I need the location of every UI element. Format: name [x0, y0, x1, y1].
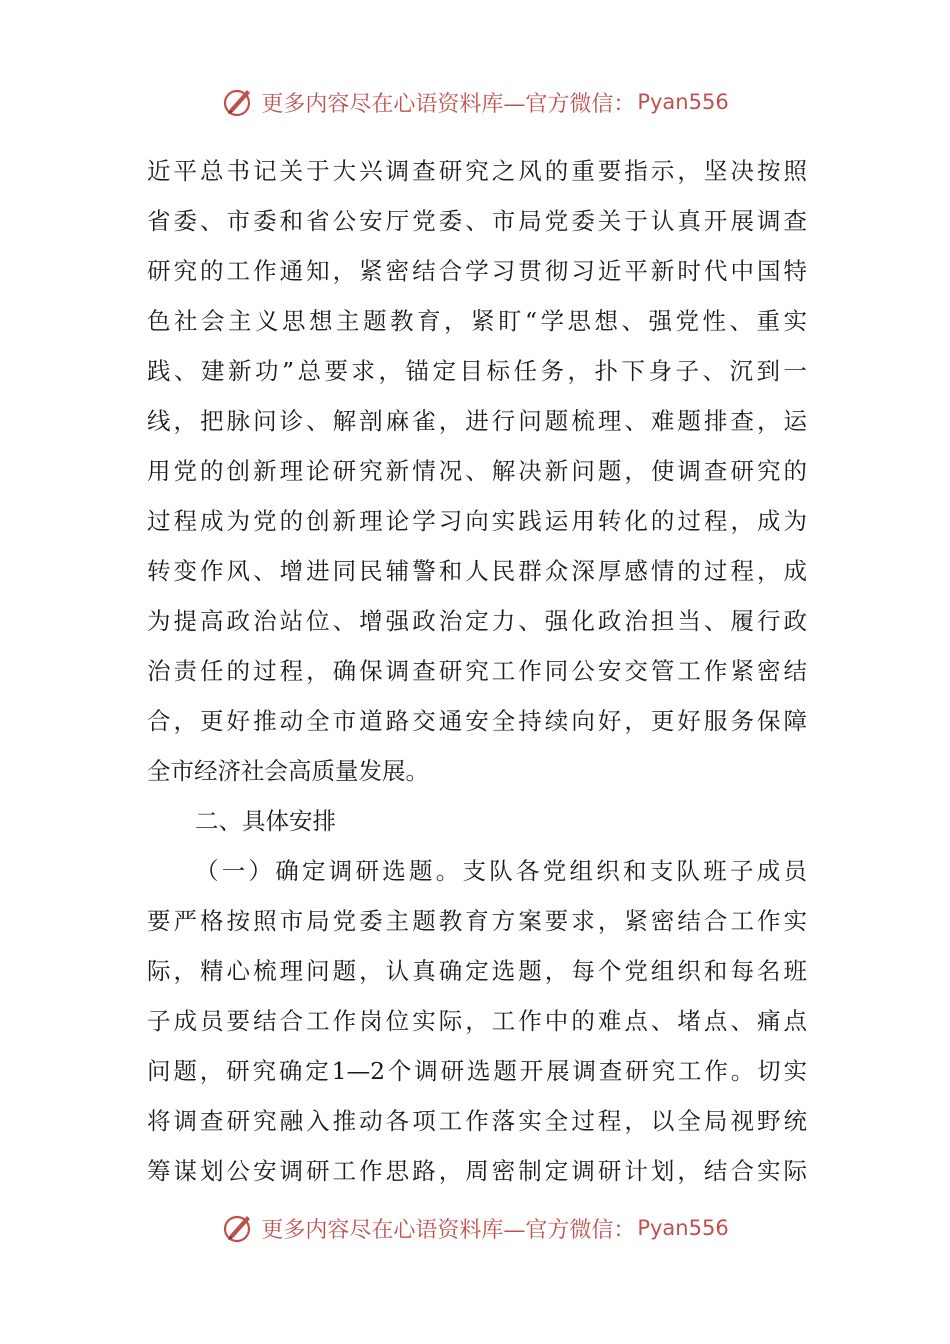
paragraph-line: 际，精心梳理问题，认真确定选题，每个党组织和每名班: [147, 957, 807, 985]
paragraph-line: 线，把脉问诊、解剖麻雀，进行问题梳理、难题排查，运: [147, 407, 807, 435]
banner-text: 更多内容尽在心语资料库—官方微信：: [261, 91, 636, 117]
paragraph-line: 合，更好推动全市道路交通安全持续向好，更好服务保障: [147, 707, 807, 735]
banner-text: 更多内容尽在心语资料库—官方微信：: [261, 1217, 636, 1243]
paragraph-line: 将调查研究融入推动各项工作落实全过程，以全局视野统: [147, 1107, 807, 1135]
paragraph-line: （一）确定调研选题。支队各党组织和支队班子成员: [195, 857, 807, 885]
document-body: [147, 146, 807, 1196]
section-heading: 二、具体安排: [195, 807, 336, 835]
banner-handle: Pyan556: [637, 90, 729, 114]
paragraph-line: 全市经济社会高质量发展。: [147, 757, 429, 785]
paragraph-line: 省委、市委和省公安厅党委、市局党委关于认真开展调查: [147, 207, 807, 235]
pen-circle-logo-icon: [221, 1211, 255, 1245]
paragraph-line: 色社会主义思想主题教育，紧盯“学思想、强党性、重实: [147, 307, 807, 335]
paragraph-line: 治责任的过程，确保调查研究工作同公安交管工作紧密结: [147, 657, 807, 685]
paragraph-line: 要严格按照市局党委主题教育方案要求，紧密结合工作实: [147, 907, 807, 935]
paragraph-line: 过程成为党的创新理论学习向实践运用转化的过程，成为: [147, 507, 807, 535]
header-banner: [0, 82, 950, 122]
paragraph-line: 为提高政治站位、增强政治定力、强化政治担当、履行政: [147, 607, 807, 635]
paragraph-line: 研究的工作通知，紧密结合学习贯彻习近平新时代中国特: [147, 257, 807, 285]
banner-handle: Pyan556: [637, 1216, 729, 1240]
paragraph-line: 近平总书记关于大兴调查研究之风的重要指示，坚决按照: [147, 157, 807, 185]
paragraph-line: 子成员要结合工作岗位实际，工作中的难点、堵点、痛点: [147, 1007, 807, 1035]
paragraph-line: 用党的创新理论研究新情况、解决新问题，使调查研究的: [147, 457, 807, 485]
footer-banner: [0, 1208, 950, 1248]
paragraph-line: 问题，研究确定1—2个调研选题开展调查研究工作。切实: [147, 1057, 807, 1085]
paragraph-line: 筹谋划公安调研工作思路，周密制定调研计划，结合实际: [147, 1157, 807, 1185]
paragraph-line: 践、建新功”总要求，锚定目标任务，扑下身子、沉到一: [147, 357, 807, 385]
pen-circle-logo-icon: [221, 85, 255, 119]
paragraph-line: 转变作风、增进同民辅警和人民群众深厚感情的过程，成: [147, 557, 807, 585]
